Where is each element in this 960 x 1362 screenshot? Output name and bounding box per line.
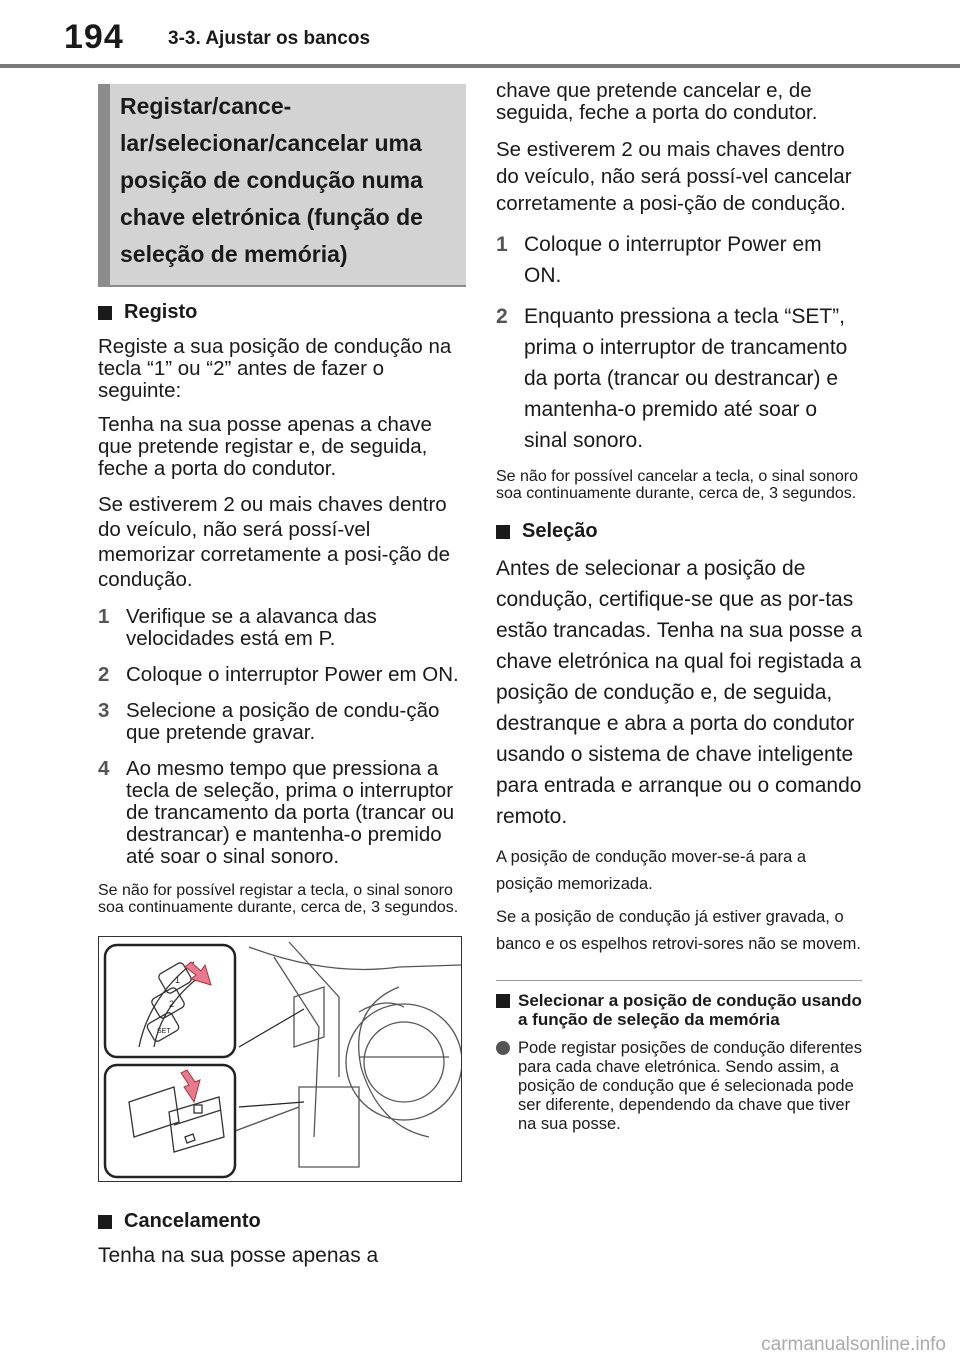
watermark: carmanualsonline.info bbox=[761, 1334, 946, 1355]
selecao-note-2: Se a posição de condução já estiver gravada, o banco e os espelhos retrovi-sores não se movem. bbox=[496, 908, 862, 953]
selecao-heading-text: Seleção bbox=[522, 520, 598, 542]
chapter-title: 3-3. Ajustar os bancos bbox=[168, 28, 371, 49]
square-bullet-icon bbox=[496, 525, 510, 539]
section-divider bbox=[496, 980, 862, 981]
cancelamento-step-2 bbox=[496, 301, 864, 456]
registo-paragraph-1: Registe a sua posição de condução na tecla “1” ou “2” antes de fazer o seguinte: bbox=[98, 335, 452, 402]
registo-heading-text: Registo bbox=[124, 301, 198, 323]
memory-switch-illustration bbox=[98, 936, 462, 1182]
selecao-paragraph: Antes de selecionar a posição de condução, certifique-se que as por-tas estão trancadas. Tenha na sua posse a chave eletrónica na qual foi registada a posição de condução e, de seguida, destranque e abra a porta do condutor usando o sistema de chave inteligente para entrada e arranque ou o comando remoto. bbox=[496, 557, 863, 828]
registo-paragraph-3: Se estiverem 2 ou mais chaves dentro do veículo, não será possí-vel memorizar corretamente a posi-ção de condução. bbox=[98, 493, 451, 591]
registo-step-3 bbox=[98, 700, 466, 744]
circle-bullet-icon bbox=[496, 1041, 510, 1055]
step-number: 1 bbox=[98, 605, 110, 628]
registo-paragraph-2: Tenha na sua posse apenas a chave que pretende registar e, de seguida, feche a porta do condutor. bbox=[98, 413, 432, 480]
step-number: 4 bbox=[98, 757, 110, 780]
step-number: 1 bbox=[496, 233, 508, 256]
left-column bbox=[98, 84, 466, 1267]
bullet-text: Pode registar posições de condução diferentes para cada chave eletrónica. Sendo assim, a posição de condução que é selecionada pode ser diferente, dependendo da chave que tiver na sua posse. bbox=[518, 1039, 862, 1133]
step-number: 2 bbox=[496, 305, 508, 328]
header-rule bbox=[0, 64, 960, 68]
sub-heading-text: Selecionar a posição de condução usando a função de seleção da memória bbox=[518, 991, 862, 1029]
cancelamento-heading-text: Cancelamento bbox=[124, 1210, 261, 1232]
cancelamento-note: Se não for possível cancelar a tecla, o sinal sonoro soa continuamente durante, cerca de, 3 segundos. bbox=[496, 468, 858, 502]
square-bullet-icon bbox=[98, 306, 112, 320]
inset-label-set: SET bbox=[157, 1028, 171, 1035]
cancelamento-step-1 bbox=[496, 229, 864, 291]
step-text: Ao mesmo tempo que pressiona a tecla de seleção, prima o interruptor de trancamento da porta (trancar ou destrancar) e mantenha-o premido até soar o sinal sonoro. bbox=[126, 757, 455, 868]
sub-heading bbox=[496, 991, 864, 1029]
inset-label-1: 1 bbox=[175, 975, 181, 985]
registo-step-4 bbox=[98, 758, 466, 868]
step-text: Enquanto pressiona a tecla “SET”, prima o interruptor de trancamento da porta (trancar ou destrancar) e mantenha-o premido até soar o sinal sonoro. bbox=[524, 305, 848, 452]
inset-label-2: 2 bbox=[169, 999, 175, 1009]
registo-step-2 bbox=[98, 664, 466, 686]
section-title: Registar/cance-lar/selecionar/cancelar uma posição de condução numa chave eletrónica (função de seleção de memória) bbox=[98, 84, 466, 287]
info-bullet bbox=[496, 1039, 864, 1134]
step-text: Selecione a posição de condu-ção que pretende gravar. bbox=[126, 699, 440, 744]
cancelamento-paragraph-2: Se estiverem 2 ou mais chaves dentro do veículo, não será possí-vel cancelar corretamente a posi-ção de condução. bbox=[496, 138, 852, 215]
step-text: Verifique se a alavanca das velocidades está em P. bbox=[126, 605, 377, 650]
step-number: 2 bbox=[98, 663, 110, 686]
registo-step-1 bbox=[98, 606, 466, 650]
cancelamento-paragraph-cont: chave que pretende cancelar e, de seguida, feche a porta do condutor. bbox=[496, 79, 818, 124]
cancelamento-heading bbox=[98, 1210, 466, 1233]
square-bullet-icon bbox=[98, 1215, 112, 1229]
page-number: 194 bbox=[64, 18, 124, 56]
selecao-note-1: A posição de condução mover-se-á para a posição memorizada. bbox=[496, 848, 807, 893]
step-text: Coloque o interruptor Power em ON. bbox=[126, 663, 459, 686]
registo-note: Se não for possível registar a tecla, o sinal sonoro soa continuamente durante, cerca de, 3 segundos. bbox=[98, 882, 459, 916]
right-column bbox=[496, 80, 864, 1134]
square-bullet-icon bbox=[496, 994, 510, 1008]
step-text: Coloque o interruptor Power em ON. bbox=[524, 233, 822, 287]
illustration-svg bbox=[99, 937, 461, 1181]
selecao-heading bbox=[496, 520, 864, 543]
cancelamento-paragraph-1: Tenha na sua posse apenas a bbox=[98, 1244, 379, 1267]
registo-heading bbox=[98, 301, 466, 324]
step-number: 3 bbox=[98, 699, 110, 722]
